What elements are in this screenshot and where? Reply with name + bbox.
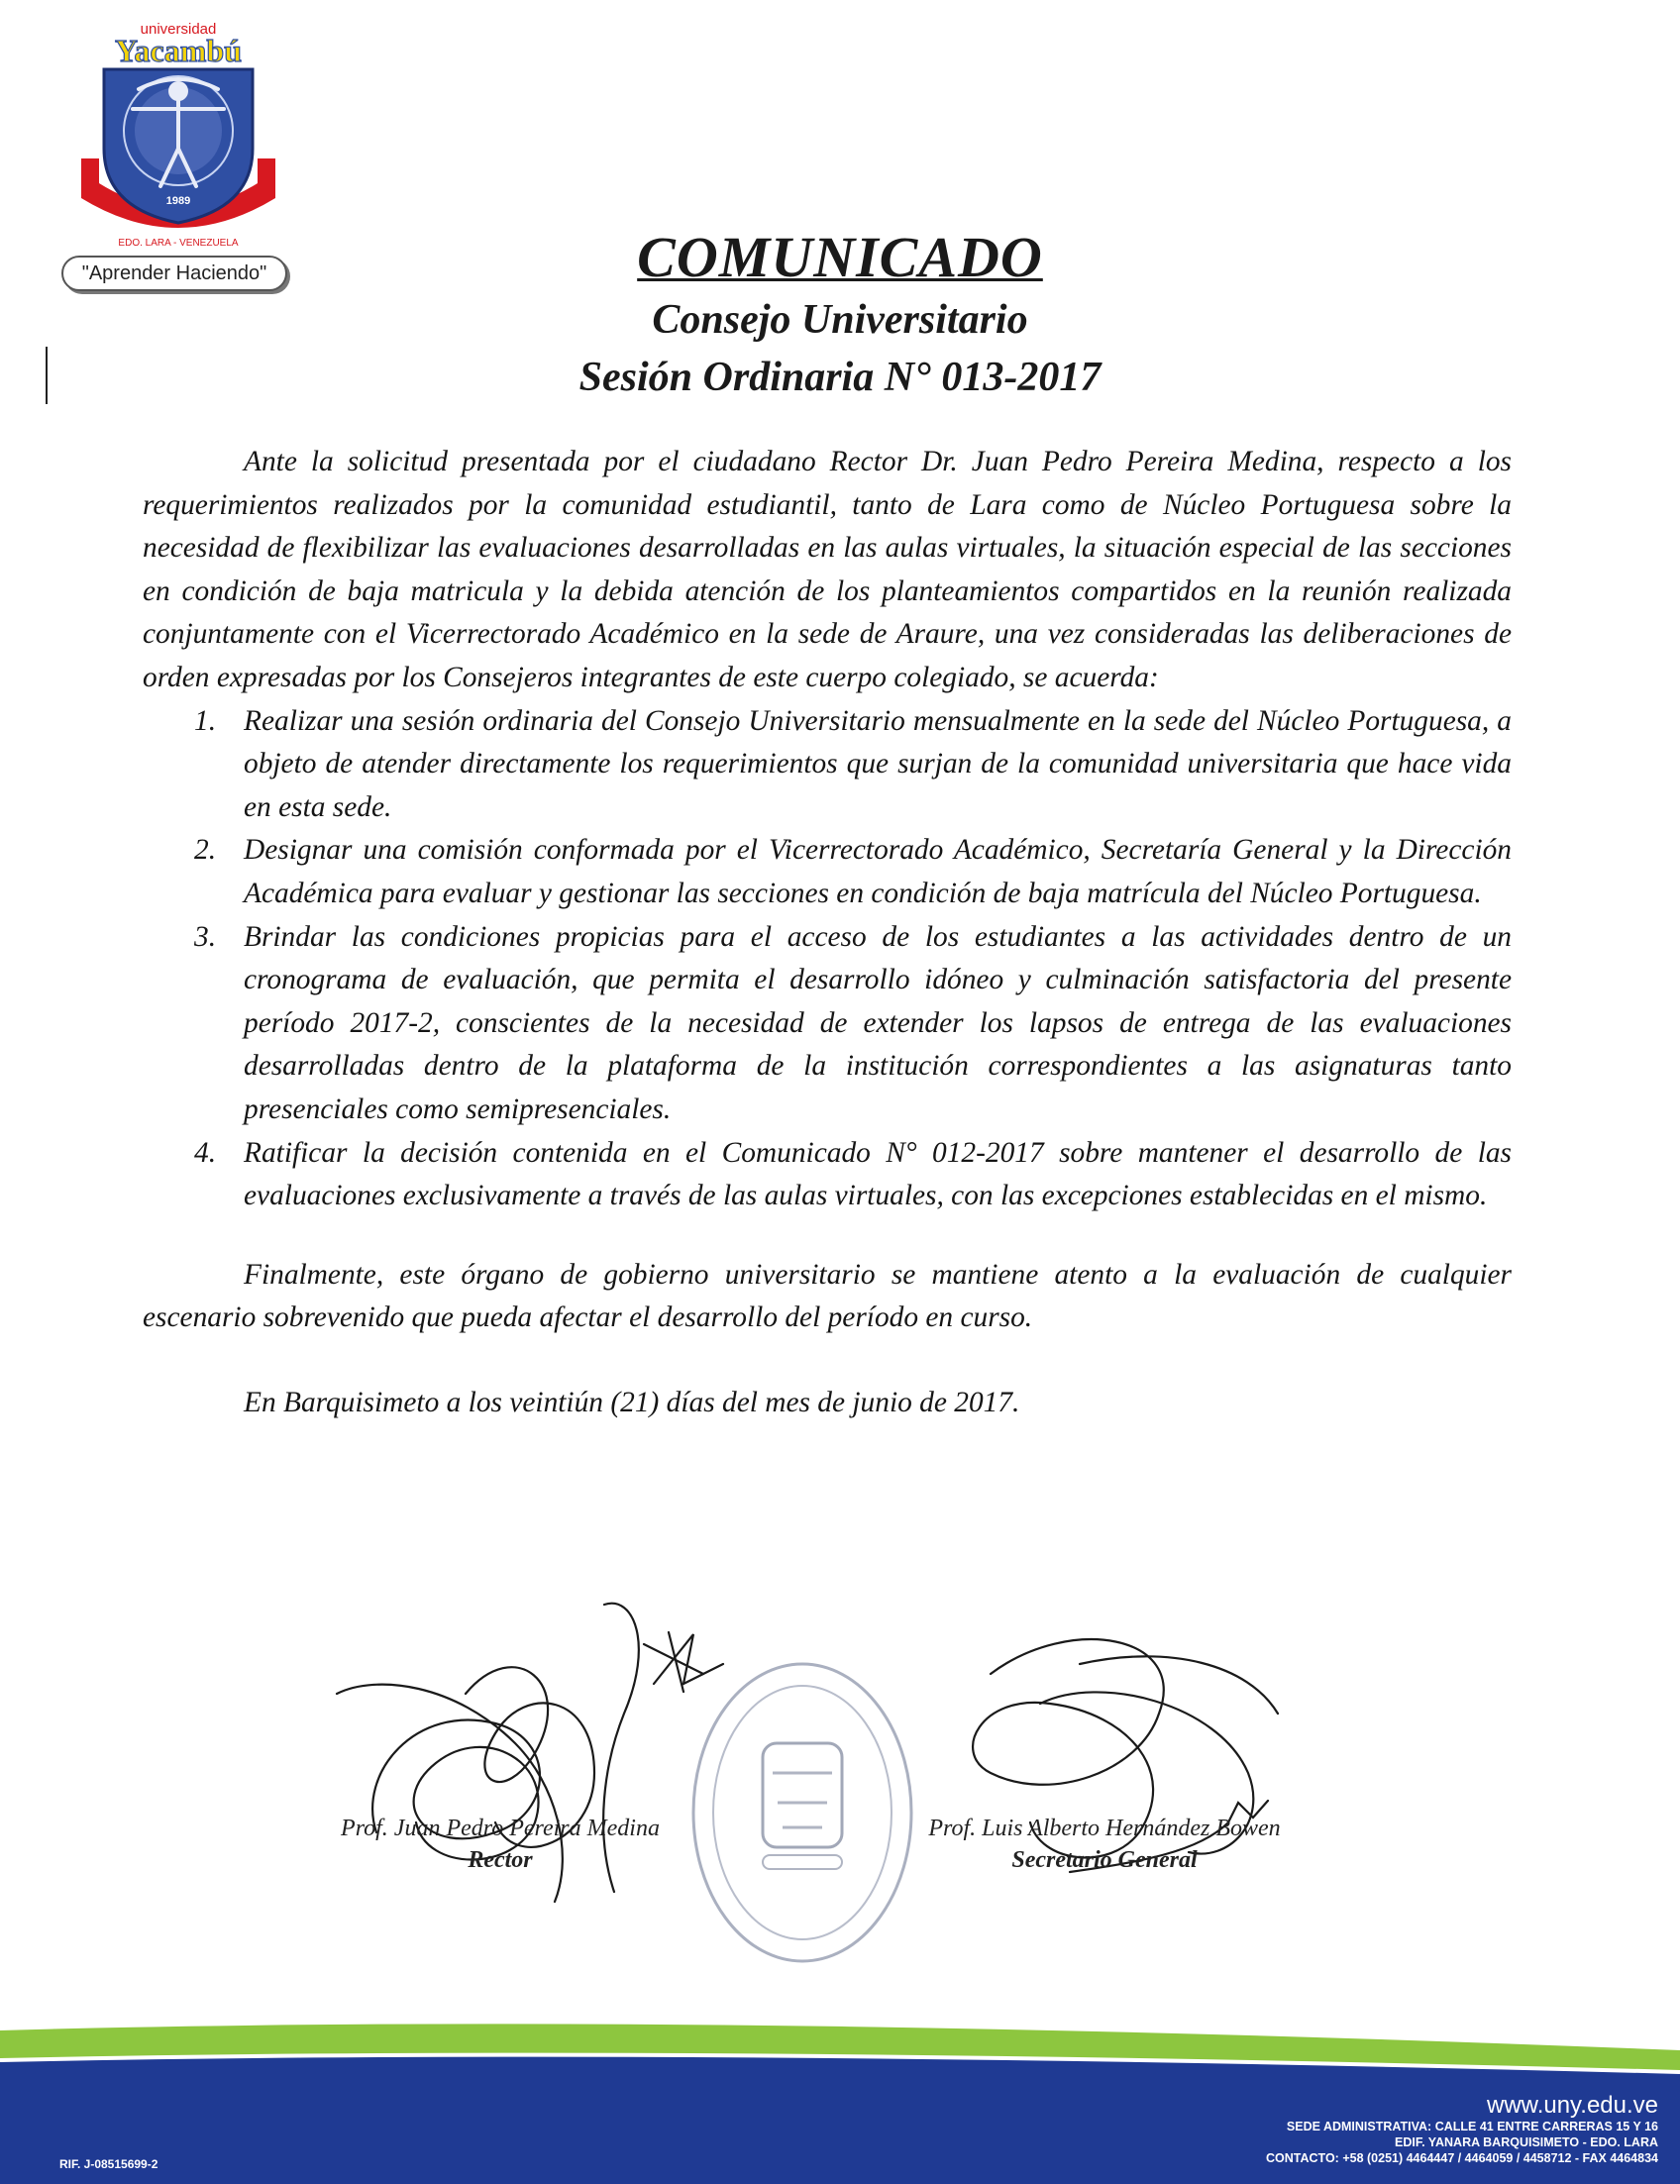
document-subtitle-session: Sesión Ordinaria N° 013-2017 [578,355,1102,400]
university-seal-icon [693,1664,911,1961]
item-number: 1. [194,704,217,737]
logo-top-text: universidad [140,21,217,38]
closing-paragraph: Finalmente, este órgano de gobierno universitario se mantiene atento a la evaluación de cualquier escenario sobrevenido que pueda afectar el desarrollo del período en curso. [143,1258,1512,1334]
rector-name: Prof. Juan Pedro Pereira Medina [341,1816,660,1841]
logo-name: Yacambú [114,33,243,68]
item-number: 2. [194,834,217,867]
rector-role: Rector [468,1847,533,1873]
list-item [143,700,1512,830]
agreements-list [143,700,1512,1218]
footer-rif: RIF. J-08515699-2 [59,2157,158,2171]
secretary-role: Secretario General [1011,1847,1198,1873]
date-line: En Barquisimeto a los veintiún (21) días del mes de junio de 2017. [244,1386,1020,1418]
intro-paragraph: Ante la solicitud presentada por el ciudadano Rector Dr. Juan Pedro Pereira Medina, respecto a los requerimientos realizados por la comunidad estudiantil, tanto de Lara como de Núcleo Portuguesa sobre la necesidad de flexibilizar las evaluaciones desarrolladas en las aulas virtuales, la situación especial de las secciones en condición de baja matricula y la debida atención de los planteamientos compartidos en la reunión realizada conjuntamente con el Vicerrectorado Académico en la sede de Araure, una vez consideradas las deliberaciones de orden expresadas por los Consejeros integrantes de este cuerpo colegiado, se acuerda: [143,446,1512,693]
document-title: COMUNICADO [637,225,1043,289]
page-footer [0,2021,1680,2184]
logo-location: EDO. LARA - VENEZUELA [118,238,239,249]
motto-badge: "Aprender Haciendo" [61,256,287,291]
logo-year: 1989 [165,195,191,207]
list-item [143,1132,1512,1218]
footer-building-line: EDIF. YANARA BARQUISIMETO - EDO. LARA [1395,2135,1658,2149]
footer-address-line: SEDE ADMINISTRATIVA: CALLE 41 ENTRE CARRERAS 15 Y 16 [1286,2120,1658,2133]
document-body [143,441,1512,1424]
item-number: 3. [194,920,217,953]
list-item [143,916,1512,1132]
document-header [0,224,1680,406]
item-text: Brindar las condiciones propicias para el acceso de los estudiantes a las actividades dentro de un cronograma de evaluación, que permita el desarrollo idóneo y culminación satisfactoria del presente período 2017-2, conscientes de la necesidad de extender los lapsos de entrega de las evaluaciones desarrolladas dentro de la plataforma de la institución correspondientes a las asignaturas tanto presenciales como semipresenciales. [244,920,1512,1125]
item-text: Ratificar la decisión contenida en el Comunicado N° 012-2017 sobre mantener el desarrollo de las evaluaciones exclusivamente a través de las aulas virtuales, con las excepciones establecidas en el mismo. [244,1136,1512,1212]
footer-website: www.uny.edu.ve [1487,2092,1658,2119]
item-text: Realizar una sesión ordinaria del Consejo Universitario mensualmente en la sede del Núcleo Portuguesa, a objeto de atender directamente los requerimientos que surjan de la comunidad universitaria que hace vida en esta sede. [244,704,1512,823]
item-text: Designar una comisión conformada por el Vicerrectorado Académico, Secretaría General y la Dirección Académica para evaluar y gestionar las secciones en condición de baja matrícula del Núcleo Portuguesa. [244,834,1512,909]
document-subtitle-council: Consejo Universitario [652,297,1028,343]
secretary-name: Prof. Luis Alberto Hernández Bowen [928,1816,1281,1841]
list-item [143,829,1512,915]
footer-contact-line: CONTACTO: +58 (0251) 4464447 / 4464059 / 4458712 - FAX 4464834 [1266,2151,1658,2165]
item-number: 4. [194,1136,217,1169]
signature-block [0,1575,1680,1991]
university-logo [59,10,297,258]
